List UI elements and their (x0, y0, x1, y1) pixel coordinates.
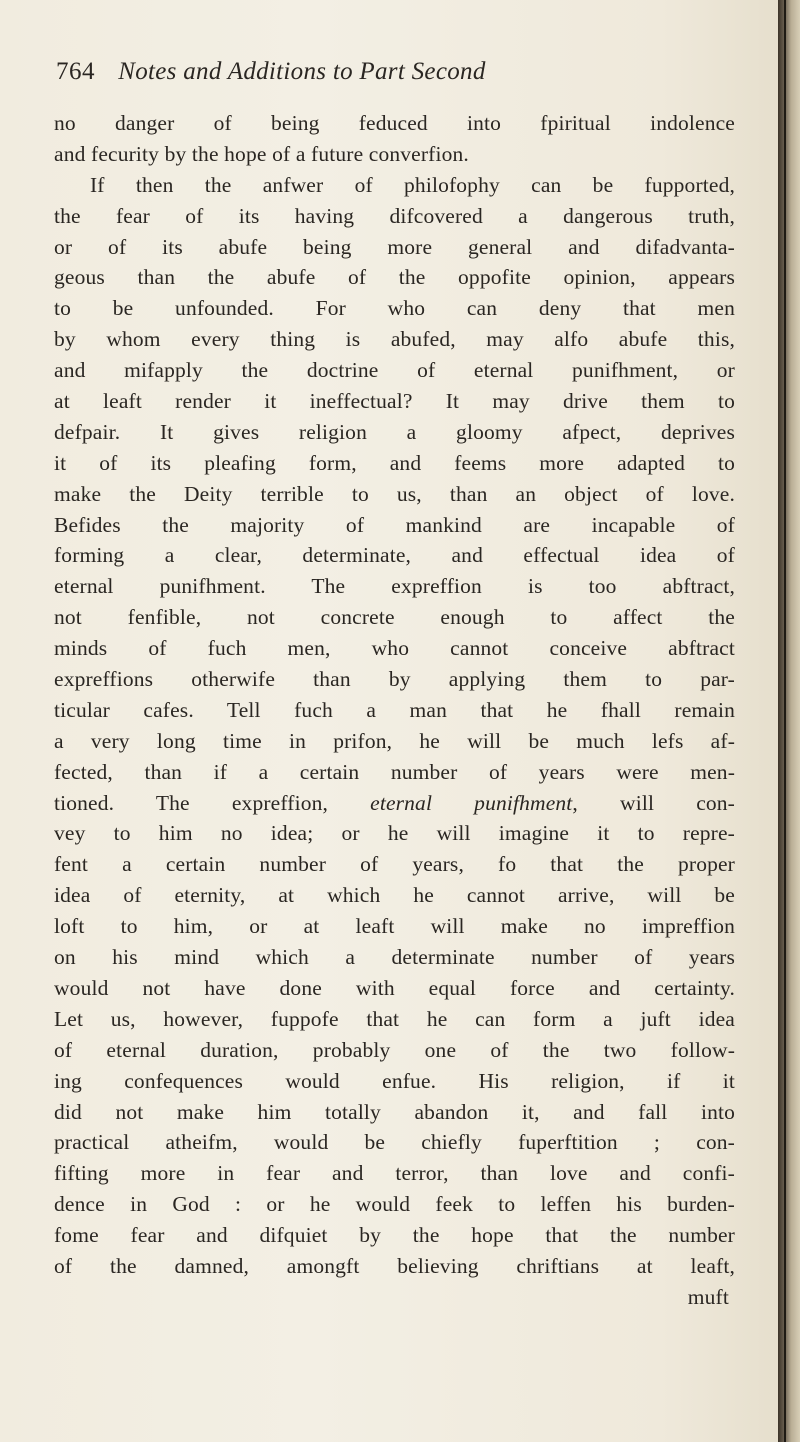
text-line: to be unfounded. For who can deny that men (54, 296, 735, 321)
text-line: fent a certain number of years, fo that the proper (54, 852, 735, 877)
text-line: forming a clear, determinate, and effectual idea of (54, 543, 735, 568)
text-line: idea of eternity, at which he cannot arrive, will be (54, 883, 735, 908)
text-line: by whom every thing is abufed, may alfo abufe this, (54, 327, 735, 352)
text-line: defpair. It gives religion a gloomy afpect, deprives (54, 419, 735, 444)
text-line: fifting more in fear and terror, than love and confi- (54, 1161, 735, 1186)
gutter-edge (784, 0, 786, 1442)
text-line: or of its abufe being more general and difadvanta- (54, 234, 735, 259)
text-line: eternal punifhment. The expreffion is too abftract, (54, 574, 735, 599)
text-line: and mifapply the doctrine of eternal punifhment, or (54, 358, 735, 383)
text-line: fected, than if a certain number of years were men- (54, 759, 735, 784)
text-line: dence in God : or he would feek to leffen his burden- (54, 1192, 735, 1217)
text-line: Let us, however, fuppofe that he can form a juft idea (54, 1006, 735, 1031)
text-line: geous than the abufe of the oppofite opinion, appears (54, 265, 735, 290)
text-line: fome fear and difquiet by the hope that the number (54, 1223, 735, 1248)
text-line: would not have done with equal force and certainty. (54, 975, 735, 1000)
text-line: not fenfible, not concrete enough to affect the (54, 605, 735, 630)
text-line: of eternal duration, probably one of the two follow- (54, 1037, 735, 1062)
text-line: make the Deity terrible to us, than an object of love. (54, 481, 735, 506)
text-line: on his mind which a determinate number of years (54, 945, 735, 970)
page-header (56, 52, 736, 92)
text-line: and fecurity by the hope of a future converfion. (54, 141, 469, 166)
text-line: no danger of being feduced into fpiritual indolence (54, 111, 735, 135)
body-text (54, 108, 735, 1313)
text-line: If then the anfwer of philofophy can be fupported, (90, 172, 735, 197)
text-line: it of its pleafing form, and feems more adapted to (54, 450, 735, 475)
catchword: muft (687, 1284, 729, 1309)
text-line: a very long time in prifon, he will be much lefs af- (54, 728, 735, 753)
page-number: 764 (56, 58, 95, 85)
text-line: tioned. The expreffion, eternal punifhment, will con- (54, 790, 735, 815)
text-line: did not make him totally abandon it, and fall into (54, 1099, 735, 1124)
text-line: expreffions otherwife than by applying them to par- (54, 667, 735, 692)
book-gutter (778, 0, 800, 1442)
text-line: minds of fuch men, who cannot conceive abftract (54, 636, 735, 661)
text-line: ing confequences would enfue. His religion, if it (54, 1068, 735, 1093)
text-line: the fear of its having difcovered a dangerous truth, (54, 203, 735, 228)
text-line: practical atheifm, would be chiefly fuperftition ; con- (54, 1130, 735, 1155)
text-line: Befides the majority of mankind are incapable of (54, 512, 735, 537)
text-line: of the damned, amongft believing chriftians at leaft, (54, 1253, 735, 1278)
text-line: ticular cafes. Tell fuch a man that he fhall remain (54, 697, 735, 722)
text-line: at leaft render it ineffectual? It may drive them to (54, 389, 735, 414)
text-line: vey to him no idea; or he will imagine it to repre- (54, 821, 735, 846)
italic-phrase: eternal punifhment (370, 790, 573, 815)
text-line: loft to him, or at leaft will make no impreffion (54, 914, 735, 939)
running-title: Notes and Additions to Part Second (118, 58, 486, 85)
